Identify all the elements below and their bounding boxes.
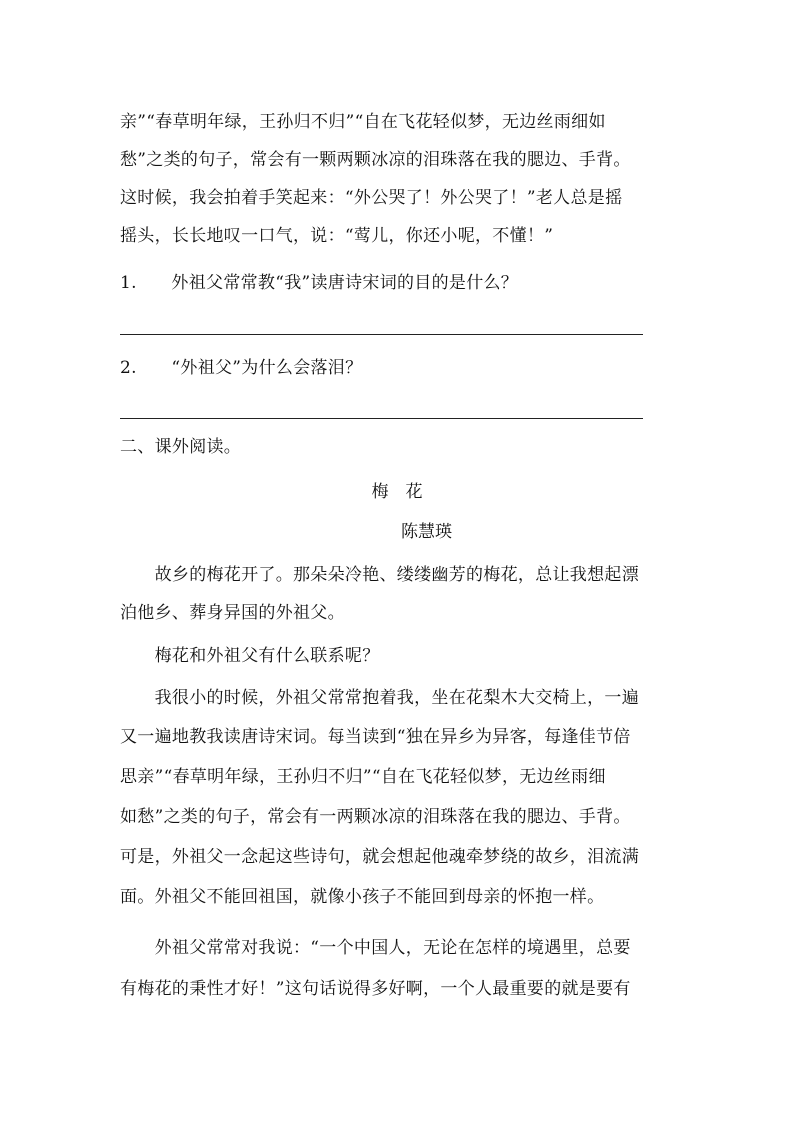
article-line: 我很小的时候，外祖父常常抱着我，坐在花梨木大交椅上，一遍: [120, 688, 639, 708]
section-heading: 二、课外阅读。: [120, 437, 242, 457]
article-line: 面。外祖父不能回祖国，就像小孩子不能回到母亲的怀抱一样。: [120, 887, 605, 907]
passage-line: 亲”“春草明年绿，王孙归不归”“自在飞花轻似梦，无边丝雨细如: [120, 112, 606, 132]
answer-line-2[interactable]: [120, 418, 643, 419]
answer-line-1[interactable]: [120, 334, 643, 335]
article-line: 故乡的梅花开了。那朵朵冷艳、缕缕幽芳的梅花，总让我想起漂: [120, 565, 639, 585]
passage-line: 摇头，长长地叹一口气，说：“莺儿，你还小呢，不懂！”: [120, 226, 554, 246]
article-line: 泊他乡、葬身异国的外祖父。: [120, 603, 345, 623]
article-line: 如愁”之类的句子，常会有一两颗冰凉的泪珠落在我的腮边、手背。: [120, 807, 631, 827]
passage-line: 这时候，我会拍着手笑起来：“外公哭了！外公哭了！”老人总是摇: [120, 188, 623, 208]
article-title: 梅 花: [371, 482, 423, 502]
article-line: 又一遍地教我读唐诗宋词。每当读到“独在异乡为异客，每逢佳节倍: [120, 727, 631, 747]
passage-line: 愁”之类的句子，常会有一颗两颗冰凉的泪珠落在我的腮边、手背。: [120, 150, 631, 170]
article-line: 可是，外祖父一念起这些诗句，就会想起他魂牵梦绕的故乡，泪流满: [120, 847, 639, 867]
article-author: 陈慧瑛: [401, 522, 452, 542]
article-line: 外祖父常常对我说：“一个中国人，无论在怎样的境遇里，总要: [120, 938, 631, 958]
article-line: 有梅花的秉性才好！”这句话说得多好啊，一个人最重要的就是要有: [120, 979, 631, 999]
question-2: 2. “外祖父”为什么会落泪？: [120, 358, 363, 378]
article-line: 思亲”“春草明年绿，王孙归不归”“自在飞花轻似梦，无边丝雨细: [120, 767, 606, 787]
article-line: 梅花和外祖父有什么联系呢？: [120, 646, 380, 666]
question-1: 1. 外祖父常常教“我”读唐诗宋词的目的是什么？: [120, 273, 519, 293]
